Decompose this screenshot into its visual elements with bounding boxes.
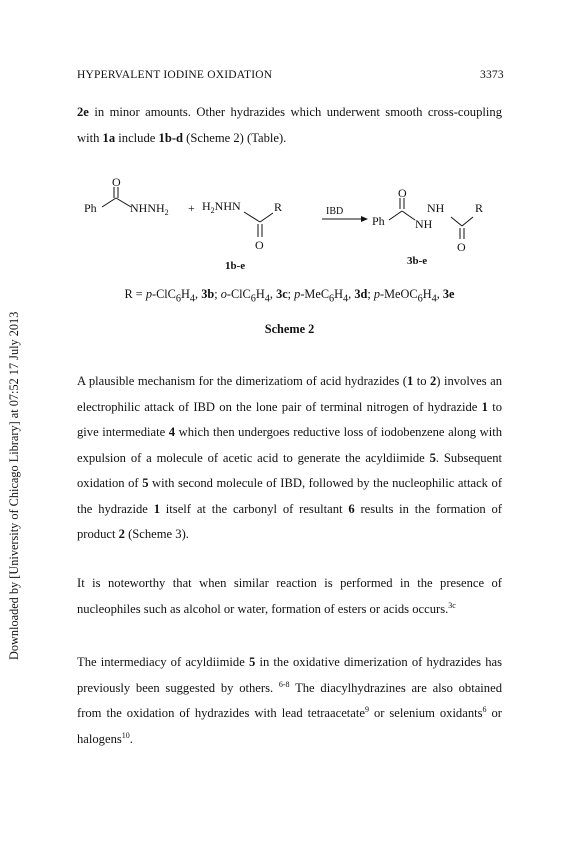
r-group-definition: $R = p-ClC_6H_4$, 3b; $o-ClC_6H_4$, 3c; $p-MeC_6H_4$, 3d; $p-MeOC_6H_4$, 3e bbox=[124, 287, 455, 305]
oxygen-label: O bbox=[112, 178, 121, 189]
compound-ref: 1b-d bbox=[158, 130, 184, 145]
nh-label: NH bbox=[427, 201, 445, 215]
page-number: 3373 bbox=[480, 69, 504, 81]
mechanism-paragraph: A plausible mechanism for the dimerizatiom of acid hydrazides (1 to 2) involves an electrophilic attack of IBD on the lone pair of terminal nitrogen of hydrazide 1 to give intermediate 4 which then undergoes reductive loss of iodobenzene along with expulsion of a molecule of acetic acid to generate the acyldiimide 5. Subsequent oxidation of 5 with second molecule of IBD, followed by the nucleophilic attack of the hydrazide 1 itself at the carbonyl of resultant 6 results in the formation of product 2 (Scheme 3). bbox=[77, 374, 503, 541]
compound-ref: 2e bbox=[77, 105, 89, 119]
arrow-head bbox=[361, 216, 368, 222]
nh-label: NH bbox=[415, 217, 433, 231]
text-run: include bbox=[115, 130, 159, 145]
running-header-title: HYPERVALENT IODINE OXIDATION bbox=[77, 69, 273, 81]
phenyl-label: Ph bbox=[372, 214, 385, 228]
intermediacy-paragraph: The intermediacy of acyldiimide 5 in the oxidative dimerization of hydrazides has previously been suggested by others. $^{6-8}$ The diacylhydrazines are also obtained from the oxidation of hydrazides with lead tetraacetate$^9$ or selenium oxidants$^6$ or halogens$^{10}$. bbox=[77, 655, 503, 746]
compound-label-right: 3b-e bbox=[407, 255, 428, 267]
compound-ref: 1a bbox=[102, 130, 116, 145]
reagent-label: IBD bbox=[326, 206, 344, 217]
r-group-label: R bbox=[274, 200, 283, 214]
oxygen-label: O bbox=[255, 238, 264, 252]
compound-label-left: 1b-e bbox=[225, 260, 246, 272]
intro-paragraph bbox=[77, 100, 502, 151]
text-run: (Scheme 2) (Table). bbox=[183, 130, 287, 145]
nucleophile-paragraph: It is noteworthy that when similar reaction is performed in the presence of nucleophiles such as alcohol or water, formation of esters or acids occurs.$^{3c}$ bbox=[77, 576, 502, 616]
download-watermark: Downloaded by [University of Chicago Library] at 07:52 17 July 2013 bbox=[7, 311, 21, 660]
scheme-caption: Scheme 2 bbox=[264, 322, 315, 336]
phenyl-label: Ph bbox=[84, 201, 97, 215]
reaction-scheme bbox=[84, 178, 504, 273]
text-run: in minor amounts. Other hydrazides which underwent smooth cross-coupling with bbox=[77, 105, 502, 145]
r-group-label: R bbox=[475, 201, 484, 215]
hydrazine-label: $NHNH_2$ bbox=[130, 201, 169, 217]
oxygen-label: O bbox=[398, 186, 407, 200]
plus-sign: + bbox=[188, 201, 195, 215]
hydrazine-label: $H_2NHN$ bbox=[202, 199, 241, 215]
oxygen-label: O bbox=[457, 240, 466, 254]
